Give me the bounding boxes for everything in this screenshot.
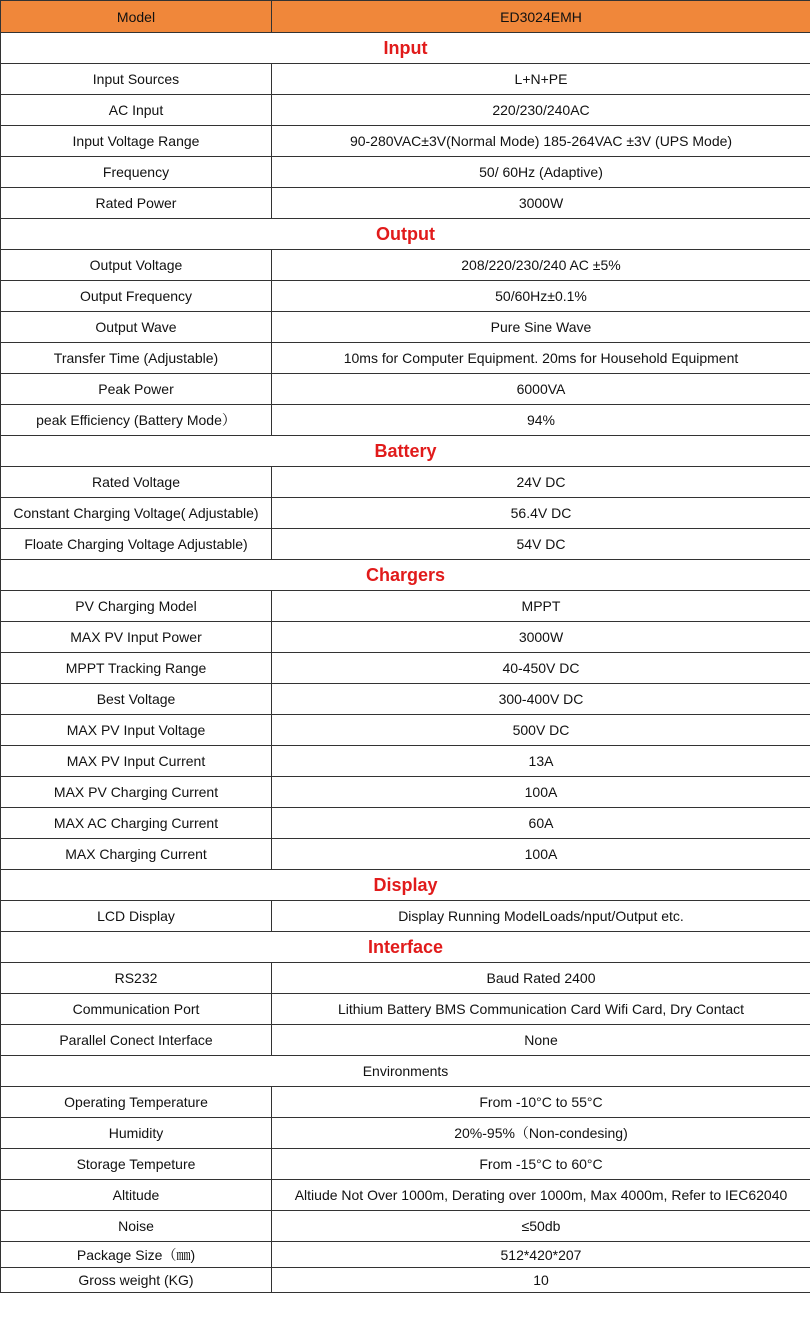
table-row [1, 1118, 810, 1149]
spec-value: From -10°C to 55°C [272, 1087, 810, 1118]
spec-value: 50/ 60Hz (Adaptive) [272, 157, 810, 188]
spec-label: LCD Display [1, 901, 272, 932]
table-row [1, 498, 810, 529]
spec-value: 208/220/230/240 AC ±5% [272, 250, 810, 281]
spec-label: PV Charging Model [1, 591, 272, 622]
spec-label: MAX PV Charging Current [1, 777, 272, 808]
spec-value: 512*420*207 [272, 1242, 810, 1268]
table-row [1, 684, 810, 715]
spec-value: 100A [272, 777, 810, 808]
table-row [1, 622, 810, 653]
spec-label: MAX PV Input Voltage [1, 715, 272, 746]
table-row [1, 839, 810, 870]
table-row [1, 901, 810, 932]
table-row [1, 715, 810, 746]
section-output [1, 219, 810, 250]
spec-label: Parallel Conect Interface [1, 1025, 272, 1056]
table-row [1, 64, 810, 95]
table-row [1, 1025, 810, 1056]
spec-value: 220/230/240AC [272, 95, 810, 126]
table-row [1, 1087, 810, 1118]
table-row [1, 1149, 810, 1180]
section-battery [1, 436, 810, 467]
table-row [1, 1211, 810, 1242]
table-row [1, 405, 810, 436]
section-display [1, 870, 810, 901]
spec-value: 10ms for Computer Equipment. 20ms for Household Equipment [272, 343, 810, 374]
table-row [1, 591, 810, 622]
section-title: Battery [1, 436, 810, 467]
table-row [1, 963, 810, 994]
spec-label: Constant Charging Voltage( Adjustable) [1, 498, 272, 529]
spec-value: 56.4V DC [272, 498, 810, 529]
spec-label: MAX Charging Current [1, 839, 272, 870]
section-title: Environments [1, 1056, 810, 1087]
spec-label: peak Efficiency (Battery Mode） [1, 405, 272, 436]
table-row [1, 281, 810, 312]
spec-label: Package Size（㎜) [1, 1242, 272, 1268]
spec-label: Best Voltage [1, 684, 272, 715]
spec-value: None [272, 1025, 810, 1056]
spec-value: 54V DC [272, 529, 810, 560]
spec-label: Humidity [1, 1118, 272, 1149]
spec-value: 24V DC [272, 467, 810, 498]
spec-value: Altiude Not Over 1000m, Derating over 1000m, Max 4000m, Refer to IEC62040 [272, 1180, 810, 1211]
spec-value: 60A [272, 808, 810, 839]
table-row [1, 126, 810, 157]
spec-value: 94% [272, 405, 810, 436]
header-model-label: Model [1, 1, 272, 33]
table-row [1, 188, 810, 219]
spec-value: 50/60Hz±0.1% [272, 281, 810, 312]
section-title: Display [1, 870, 810, 901]
spec-label: MAX PV Input Power [1, 622, 272, 653]
spec-label: MAX AC Charging Current [1, 808, 272, 839]
spec-value: Display Running ModelLoads/nput/Output etc. [272, 901, 810, 932]
table-row [1, 312, 810, 343]
spec-value: Pure Sine Wave [272, 312, 810, 343]
spec-value: 20%-95%（Non-condesing) [272, 1118, 810, 1149]
header-model-value: ED3024EMH [272, 1, 810, 33]
spec-value: 6000VA [272, 374, 810, 405]
section-title: Interface [1, 932, 810, 963]
section-title: Chargers [1, 560, 810, 591]
table-row [1, 1268, 810, 1293]
spec-label: Peak Power [1, 374, 272, 405]
spec-label: Altitude [1, 1180, 272, 1211]
spec-label: Input Sources [1, 64, 272, 95]
spec-value: 300-400V DC [272, 684, 810, 715]
spec-label: Storage Tempeture [1, 1149, 272, 1180]
section-interface [1, 932, 810, 963]
table-row [1, 250, 810, 281]
table-row [1, 1180, 810, 1211]
spec-label: Floate Charging Voltage Adjustable) [1, 529, 272, 560]
spec-label: Communication Port [1, 994, 272, 1025]
spec-value: 40-450V DC [272, 653, 810, 684]
spec-label: Transfer Time (Adjustable) [1, 343, 272, 374]
spec-value: MPPT [272, 591, 810, 622]
table-row [1, 746, 810, 777]
table-row [1, 95, 810, 126]
spec-value: 90-280VAC±3V(Normal Mode) 185-264VAC ±3V (UPS Mode) [272, 126, 810, 157]
section-input [1, 33, 810, 64]
spec-label: Noise [1, 1211, 272, 1242]
spec-value: ≤50db [272, 1211, 810, 1242]
spec-value: Lithium Battery BMS Communication Card Wifi Card, Dry Contact [272, 994, 810, 1025]
header-row [1, 1, 810, 33]
table-row [1, 374, 810, 405]
table-row [1, 343, 810, 374]
spec-label: Output Wave [1, 312, 272, 343]
spec-label: Rated Power [1, 188, 272, 219]
section-environments [1, 1056, 810, 1087]
spec-label: Frequency [1, 157, 272, 188]
table-row [1, 467, 810, 498]
table-row [1, 777, 810, 808]
spec-value: 10 [272, 1268, 810, 1293]
table-row [1, 157, 810, 188]
spec-label: MPPT Tracking Range [1, 653, 272, 684]
spec-label: Input Voltage Range [1, 126, 272, 157]
spec-label: Output Frequency [1, 281, 272, 312]
spec-value: 100A [272, 839, 810, 870]
spec-label: Output Voltage [1, 250, 272, 281]
spec-value: 500V DC [272, 715, 810, 746]
table-row [1, 529, 810, 560]
spec-label: AC Input [1, 95, 272, 126]
spec-value: 3000W [272, 622, 810, 653]
section-title: Output [1, 219, 810, 250]
spec-value: L+N+PE [272, 64, 810, 95]
spec-value: Baud Rated 2400 [272, 963, 810, 994]
spec-label: Operating Temperature [1, 1087, 272, 1118]
spec-label: Rated Voltage [1, 467, 272, 498]
spec-label: RS232 [1, 963, 272, 994]
spec-value: 13A [272, 746, 810, 777]
spec-label: MAX PV Input Current [1, 746, 272, 777]
spec-value: 3000W [272, 188, 810, 219]
table-row [1, 808, 810, 839]
section-title: Input [1, 33, 810, 64]
table-row [1, 653, 810, 684]
section-chargers [1, 560, 810, 591]
table-row [1, 994, 810, 1025]
table-row [1, 1242, 810, 1268]
spec-label: Gross weight (KG) [1, 1268, 272, 1293]
spec-value: From -15°C to 60°C [272, 1149, 810, 1180]
